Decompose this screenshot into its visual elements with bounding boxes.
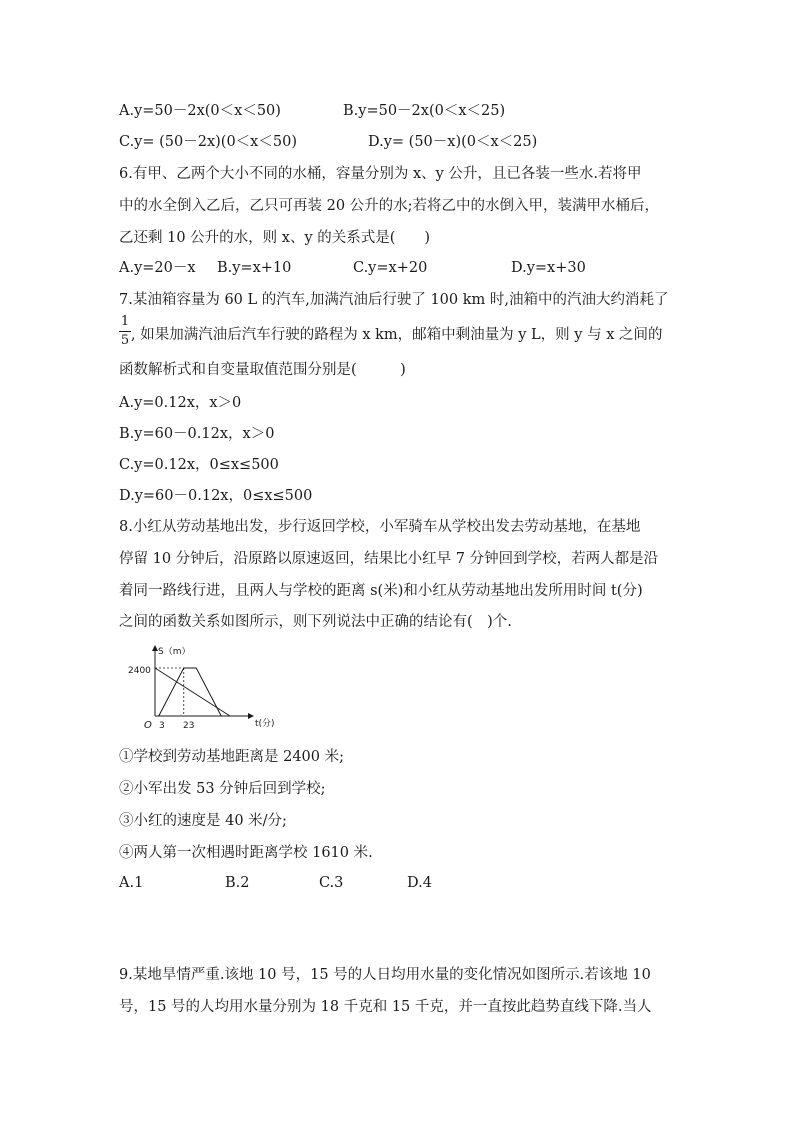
q5-option-d: D.y= (50－x)(0＜x＜25) <box>368 134 538 150</box>
q5-option-c: C.y= (50－2x)(0＜x＜50) <box>119 134 297 150</box>
q8-option-d: D.4 <box>407 875 432 891</box>
origin-label: O <box>144 720 152 731</box>
q8-line-2: 停留 10 分钟后，沿原路以原速返回，结果比小红早 7 分钟回到学校，若两人都是沿 <box>119 551 659 567</box>
q7-fraction <box>119 314 131 349</box>
q9-line-2: 号，15 号的人均用水量分别为 18 千克和 15 千克，并一直按此趋势直线下降.当人 <box>119 999 652 1015</box>
q9-line-1: 9.某地旱情严重.该地 10 号，15 号的人日均用水量的变化情况如图所示.若该地 10 <box>119 967 651 983</box>
q6-line-3: 乙还剩 10 公升的水，则 x、y 的关系式是( ) <box>119 230 431 246</box>
q8-line-3: 着同一路线行进，且两人与学校的距离 s(米)和小红从劳动基地出发所用时间 t(分) <box>119 583 643 599</box>
q7-line-2: , 如果加满汽油后汽车行驶的路程为 x km，邮箱中剩油量为 y L，则 y 与 x 之间的 <box>131 327 663 343</box>
y-tick-2400: 2400 <box>128 666 151 676</box>
q8-statement-2: ②小军出发 53 分钟后回到学校; <box>119 781 326 797</box>
q6-line-2: 中的水全倒入乙后，乙只可再装 20 公升的水;若将乙中的水倒入甲，装满甲水桶后， <box>119 198 660 214</box>
q7-option-b: B.y=60－0.12x，x＞0 <box>119 426 275 442</box>
q5-option-a: A.y=50－2x(0＜x＜50) <box>119 103 281 119</box>
q8-line-4: 之间的函数关系如图所示，则下列说法中正确的结论有( )个. <box>119 614 512 630</box>
q8-statement-1: ①学校到劳动基地距离是 2400 米; <box>119 749 345 765</box>
q7-option-a: A.y=0.12x，x＞0 <box>119 395 242 411</box>
q7-option-d: D.y=60－0.12x，0≤x≤500 <box>119 488 313 504</box>
x-axis-label: t(分) <box>255 719 275 729</box>
fraction-denominator: 5 <box>120 333 130 348</box>
series-xiaojun <box>159 668 222 716</box>
q7-line-1: 7.某油箱容量为 60 L 的汽车,加满汽油后行驶了 100 km 时,油箱中的汽油大约消耗了 <box>119 292 669 308</box>
q7-option-c: C.y=0.12x，0≤x≤500 <box>119 457 279 473</box>
q8-statement-3: ③小红的速度是 40 米/分; <box>119 813 287 829</box>
x-tick-23: 23 <box>183 721 195 731</box>
q6-option-d: D.y=x+30 <box>511 260 586 276</box>
q8-statement-4: ④两人第一次相遇时距离学校 1610 米. <box>119 845 373 861</box>
fraction-numerator: 1 <box>120 314 130 329</box>
q8-option-b: B.2 <box>225 875 250 891</box>
q8-option-a: A.1 <box>119 875 144 891</box>
q6-option-b: B.y=x+10 <box>217 260 292 276</box>
series-xiaohong <box>155 668 230 716</box>
q6-line-1: 6.有甲、乙两个大小不同的水桶，容量分别为 x、y 公升，且已各装一些水.若将甲 <box>119 166 642 182</box>
q7-line-3: 函数解析式和自变量取值范围分别是( ) <box>119 362 406 378</box>
q8-option-c: C.3 <box>319 875 344 891</box>
q8-distance-time-graph <box>125 640 290 735</box>
q5-option-b: B.y=50－2x(0＜x＜25) <box>343 103 506 119</box>
q6-option-a: A.y=20－x <box>119 260 196 276</box>
y-axis-label: S（m） <box>158 647 191 657</box>
fraction-bar <box>119 331 131 332</box>
q8-line-1: 8.小红从劳动基地出发，步行返回学校，小军骑车从学校出发去劳动基地，在基地 <box>119 519 641 535</box>
q6-option-c: C.y=x+20 <box>353 260 428 276</box>
x-tick-3: 3 <box>159 721 165 731</box>
